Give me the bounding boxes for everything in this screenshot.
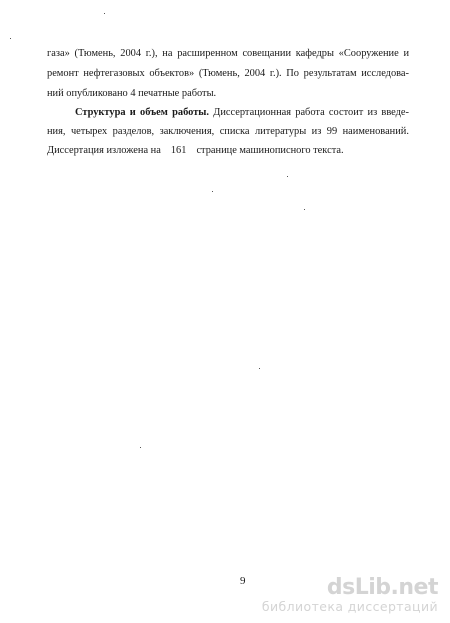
- scan-speck: [304, 209, 305, 210]
- text-line: ний опубликовано 4 печатные работы.: [47, 88, 217, 99]
- text-span: Диссертация изложена на: [47, 145, 161, 156]
- scan-speck: [259, 368, 260, 369]
- text-span: ния, четырех разделов, заключения, списка литературы из: [47, 126, 322, 137]
- text-line: [47, 126, 409, 138]
- scan-speck: [140, 447, 141, 448]
- reference-count: 99: [326, 126, 338, 137]
- scan-speck: [212, 191, 213, 192]
- watermark-logo: dsLib.net: [326, 575, 438, 600]
- page-number: 9: [240, 575, 246, 587]
- scan-speck: [104, 13, 105, 14]
- text-span: наименований.: [342, 126, 409, 137]
- page-count: 161: [170, 145, 187, 156]
- text-span: странице машинописного текста.: [196, 145, 344, 156]
- watermark: [262, 576, 438, 614]
- scan-speck: [287, 176, 288, 177]
- text-line: [75, 107, 409, 119]
- text-span: Диссертационная работа состоит из введе-: [213, 107, 409, 118]
- text-line: газа» (Тюмень, 2004 г.), на расширенном совещании кафедры «Сооружение и: [47, 48, 409, 59]
- section-heading: Структура и объем работы.: [75, 107, 210, 118]
- watermark-tagline: библиотека диссертаций: [261, 599, 438, 614]
- scan-speck: [10, 38, 11, 39]
- text-line: ремонт нефтегазовых объектов» (Тюмень, 2004 г.). По результатам исследова-: [47, 68, 409, 79]
- text-line: [47, 145, 409, 157]
